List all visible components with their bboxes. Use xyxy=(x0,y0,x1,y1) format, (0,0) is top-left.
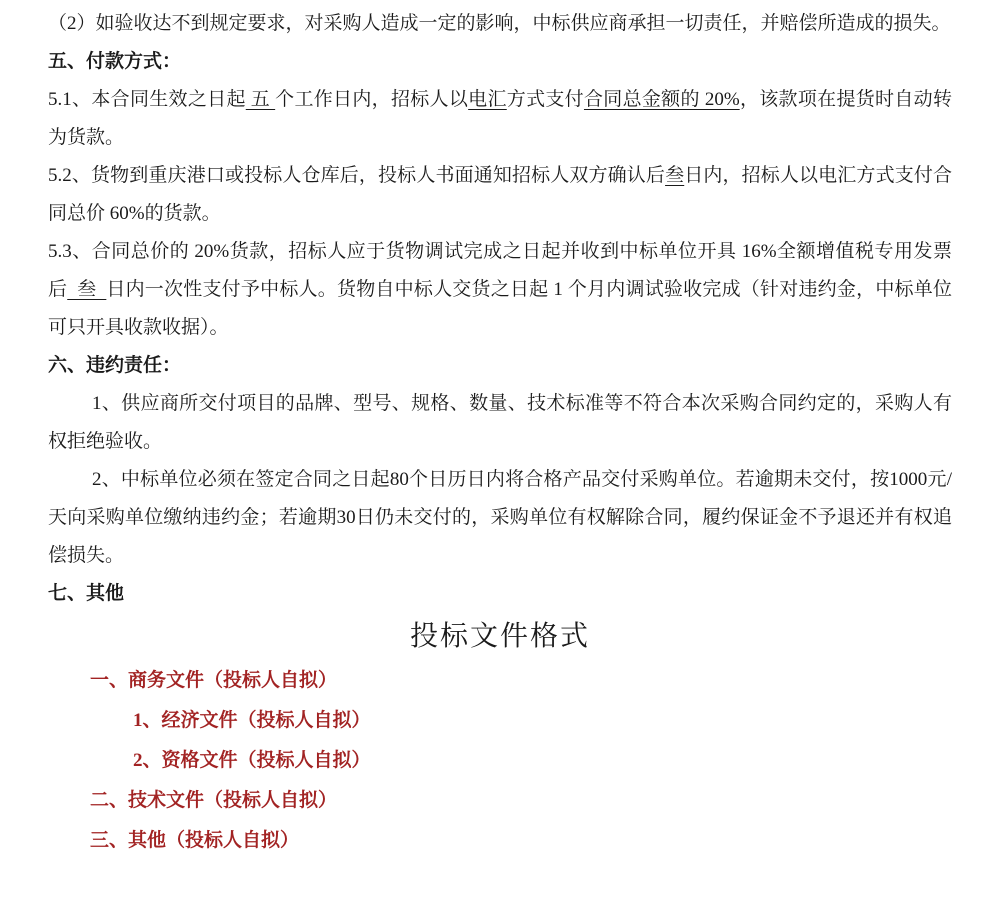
text-run: 五、付款方式： xyxy=(48,51,182,72)
text-run: 六、违约责任： xyxy=(48,355,182,376)
red-subitem-economic-docs xyxy=(48,701,952,741)
section-heading-breach xyxy=(48,347,952,385)
underlined-fill-in: 五 xyxy=(245,89,276,110)
text-run: 七、其他 xyxy=(48,583,125,604)
text-run: 个工作日内，招标人以 xyxy=(275,89,469,110)
section-heading-other xyxy=(48,575,952,613)
underlined-fill-in: 电汇 xyxy=(468,89,507,110)
red-item-technical-docs xyxy=(48,781,952,821)
clause-5-3 xyxy=(48,233,952,347)
underlined-fill-in: 合同总金额的 20% xyxy=(583,89,740,110)
text-run: 1、经济文件（投标人自拟） xyxy=(133,710,371,731)
text-run: （2）如验收达不到规定要求，对采购人造成一定的影响，中标供应商承担一切责任，并赔偿所造成的损失。 xyxy=(48,13,951,34)
text-run: 日内一次性支付予中标人。货物自中标人交货之日起 1 个月内调试验收完成（针对违约金，中标单位可只开具收款收据）。 xyxy=(48,279,952,338)
document-body xyxy=(48,5,952,861)
underlined-fill-in: 叁 xyxy=(665,165,685,186)
text-run: 三、其他（投标人自拟） xyxy=(90,830,300,851)
text-run: 5.3、合同总价的 20%货款，招标人应于货物调试完成之日起并收到中标单位开具 16%全额增值税专用发票后 xyxy=(48,241,952,300)
underlined-fill-in: 叁 xyxy=(67,279,107,300)
clause-acceptance-2 xyxy=(48,5,952,43)
text-run: 一、商务文件（投标人自拟） xyxy=(90,670,338,691)
red-subitem-qualification-docs xyxy=(48,741,952,781)
text-run: 2、中标单位必须在签定合同之日起80个日历日内将合格产品交付采购单位。若逾期未交付，按1000元/天向采购单位缴纳违约金；若逾期30日仍未交付的，采购单位有权解除合同，履约保证金不予退还并有权追偿损失。 xyxy=(48,469,952,566)
text-run: 5.2、货物到重庆港口或投标人仓库后，投标人书面通知招标人双方确认后 xyxy=(48,165,666,186)
red-item-business-docs xyxy=(48,661,952,701)
text-run: 1、供应商所交付项目的品牌、型号、规格、数量、技术标准等不符合本次采购合同约定的，采购人有权拒绝验收。 xyxy=(48,393,952,452)
bid-format-title xyxy=(48,613,952,661)
text-run: 二、技术文件（投标人自拟） xyxy=(90,790,338,811)
text-run: 方式支付 xyxy=(506,89,584,110)
text-run: 5.1、本合同生效之日起 xyxy=(48,89,246,110)
clause-breach-1 xyxy=(48,385,952,461)
red-item-other-docs xyxy=(48,821,952,861)
text-run: 2、资格文件（投标人自拟） xyxy=(133,750,371,771)
text-run: ，该款项在提货时自动转为货款。 xyxy=(48,89,952,148)
clause-5-1 xyxy=(48,81,952,157)
clause-breach-2 xyxy=(48,461,952,575)
text-run: 投标文件格式 xyxy=(409,621,590,652)
clause-5-2 xyxy=(48,157,952,233)
section-heading-payment xyxy=(48,43,952,81)
text-run: 日内，招标人以电汇方式支付合同总价 60%的货款。 xyxy=(48,165,952,224)
